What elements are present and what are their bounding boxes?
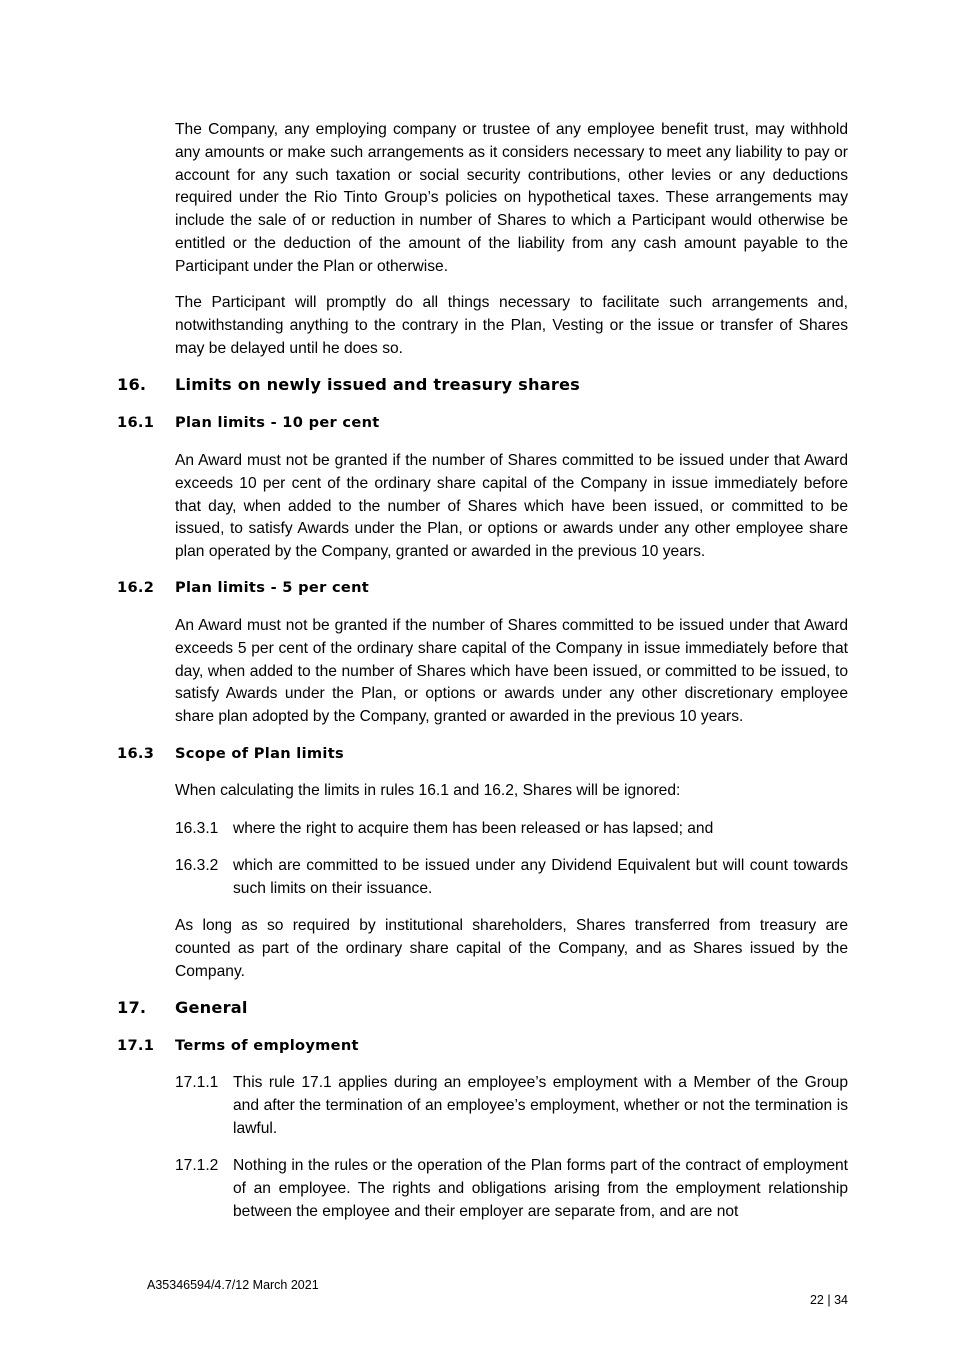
section-number: 17. <box>117 998 147 1017</box>
section-16-1-heading <box>117 412 380 434</box>
section-17-1-heading <box>117 1035 359 1057</box>
item-text: Nothing in the rules or the operation of the Plan forms part of the contract of employment of an employee. The rights and obligations arising from the employment relationship between the employee and their employer are separate from, and are not <box>233 1157 848 1220</box>
list-item-17-1-1 <box>175 1072 848 1140</box>
subsection-number: 16.1 <box>117 414 155 431</box>
item-number: 17.1.1 <box>175 1074 219 1091</box>
section-16-3-intro: When calculating the limits in rules 16.1 and 16.2, Shares will be ignored: <box>175 782 681 799</box>
participant-paragraph: The Participant will promptly do all things necessary to facilitate such arrangements and, notwithstanding anything to the contrary in the Plan, Vesting or the issue or transfer of Shares may be delayed until he does so. <box>175 294 848 357</box>
subsection-number: 16.2 <box>117 579 155 596</box>
treasury-shares-paragraph: As long as so required by institutional shareholders, Shares transferred from treasury are counted as part of the ordinary share capital of the Company, and as Shares issued by the Company. <box>175 917 848 980</box>
section-title: Limits on newly issued and treasury shares <box>175 375 581 394</box>
section-number: 16. <box>117 375 147 394</box>
item-text: which are committed to be issued under any Dividend Equivalent but will count towards such limits on their issuance. <box>233 857 848 897</box>
section-16-3-heading <box>117 743 344 765</box>
subsection-title: Terms of employment <box>175 1037 359 1054</box>
page-number: 22 | 34 <box>809 1293 848 1307</box>
list-item-16-3-2 <box>175 855 848 901</box>
section-16-2-heading <box>117 577 369 599</box>
section-16-heading <box>117 374 580 396</box>
section-16-2-text: An Award must not be granted if the number of Shares committed to be issued under that Award exceeds 5 per cent of the ordinary share capital of the Company in issue immediately before that day, when added to the number of Shares which have been issued, or committed to be issued, to satisfy Awards under the Plan, or options or awards under any other discretionary employee share plan adopted by the Company, granted or awarded in the previous 10 years. <box>175 617 848 726</box>
list-item-16-3-1 <box>175 818 848 841</box>
subsection-number: 17.1 <box>117 1037 155 1054</box>
item-text: where the right to acquire them has been released or has lapsed; and <box>233 820 714 837</box>
item-number: 17.1.2 <box>175 1157 219 1174</box>
subsection-title: Plan limits - 10 per cent <box>175 414 380 431</box>
withholding-paragraph: The Company, any employing company or trustee of any employee benefit trust, may withhold any amounts or make such arrangements as it considers necessary to meet any liability to pay or account for any such taxation or social security contributions, other levies or any deductions required under the Rio Tinto Group’s policies on hypothetical taxes. These arrangements may include the sale of or reduction in number of Shares to which a Participant would otherwise be entitled or the deduction of the amount of the liability from any cash amount payable to the Participant under the Plan or otherwise. <box>175 121 848 275</box>
document-reference: A35346594/4.7/12 March 2021 <box>147 1278 319 1292</box>
item-number: 16.3.1 <box>175 820 219 837</box>
section-17-heading <box>117 997 248 1019</box>
subsection-title: Scope of Plan limits <box>175 745 344 762</box>
item-text: This rule 17.1 applies during an employee’s employment with a Member of the Group and after the termination of an employee’s employment, whether or not the termination is lawful. <box>233 1074 848 1137</box>
section-16-1-text: An Award must not be granted if the number of Shares committed to be issued under that Award exceeds 10 per cent of the ordinary share capital of the Company in issue immediately before that day, when added to the number of Shares which have been issued, or committed to be issued, to satisfy Awards under the Plan, or options or awards under any other employee share plan operated by the Company, granted or awarded in the previous 10 years. <box>175 452 848 561</box>
section-title: General <box>175 998 248 1017</box>
subsection-number: 16.3 <box>117 745 155 762</box>
item-number: 16.3.2 <box>175 857 219 874</box>
list-item-17-1-2 <box>175 1155 848 1223</box>
subsection-title: Plan limits - 5 per cent <box>175 579 370 596</box>
